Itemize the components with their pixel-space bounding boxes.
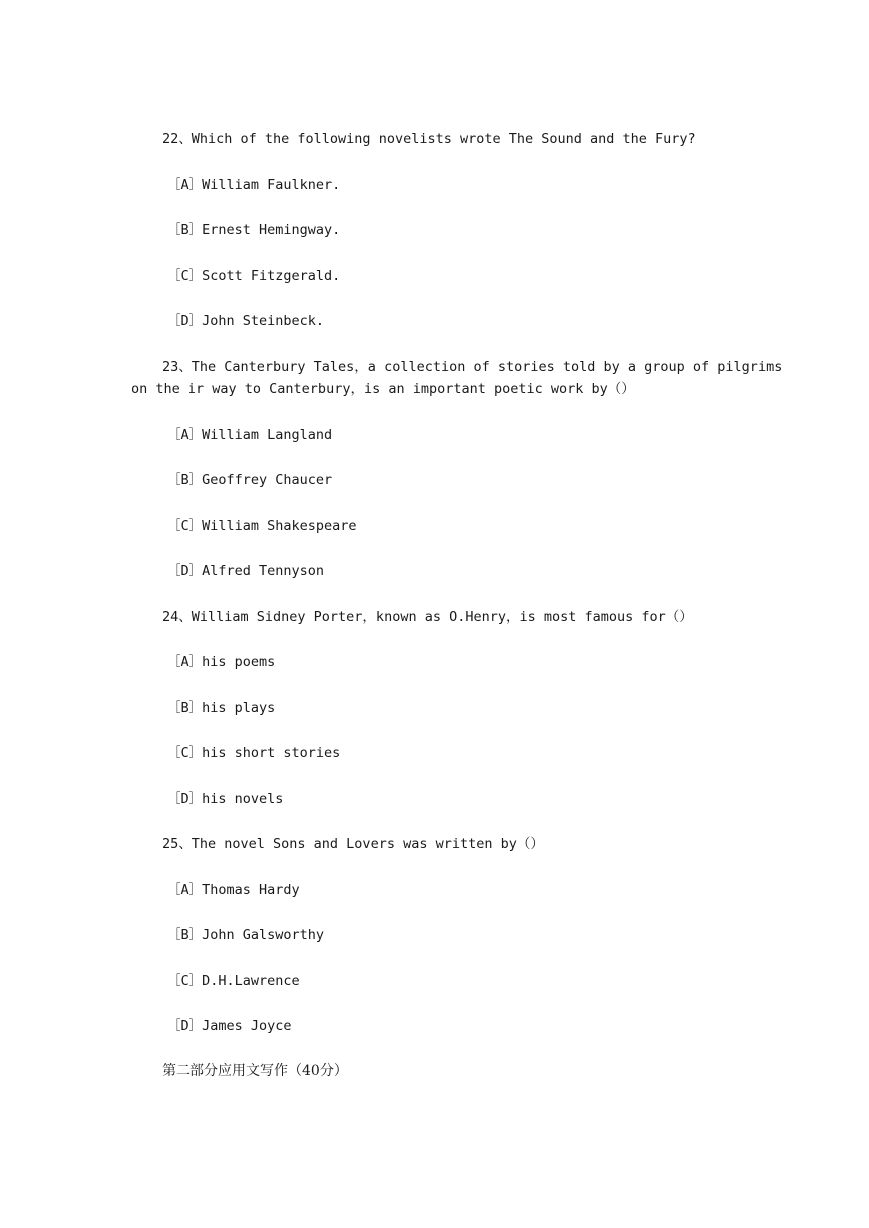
question-25-option-a: ［A］Thomas Hardy	[167, 882, 300, 898]
question-24-option-c: ［C］his short stories	[167, 745, 341, 761]
question-25-text: 25、The novel Sons and Lovers was written by（）	[162, 836, 544, 852]
question-24-text: 24、William Sidney Porter，known as O.Henry，is most famous for（）	[162, 609, 693, 625]
question-23-text-continued: on the ir way to Canterbury，is an important poetic work by（）	[131, 381, 635, 397]
question-22-option-c: ［C］Scott Fitzgerald.	[167, 268, 341, 284]
question-24-option-b: ［B］his plays	[167, 700, 276, 716]
question-23-text: 23、The Canterbury Tales，a collection of stories told by a group of pilgrims	[162, 359, 783, 375]
question-22-option-b: ［B］Ernest Hemingway.	[167, 222, 341, 238]
section-heading: 第二部分应用文写作（40分）	[162, 1063, 348, 1079]
question-23-option-d: ［D］Alfred Tennyson	[167, 563, 325, 579]
question-22-text: 22、Which of the following novelists wrote The Sound and the Fury?	[162, 131, 696, 147]
question-25-option-b: ［B］John Galsworthy	[167, 927, 325, 943]
question-22-option-a: ［A］William Faulkner.	[167, 177, 341, 193]
question-25-option-c: ［C］D.H.Lawrence	[167, 973, 300, 989]
question-24-option-a: ［A］his poems	[167, 654, 276, 670]
question-23-option-a: ［A］William Langland	[167, 427, 333, 443]
question-22-option-d: ［D］John Steinbeck.	[167, 313, 325, 329]
question-23-option-b: ［B］Geoffrey Chaucer	[167, 472, 333, 488]
question-23-option-c: ［C］William Shakespeare	[167, 518, 357, 534]
question-25-option-d: ［D］James Joyce	[167, 1018, 292, 1034]
question-24-option-d: ［D］his novels	[167, 791, 284, 807]
